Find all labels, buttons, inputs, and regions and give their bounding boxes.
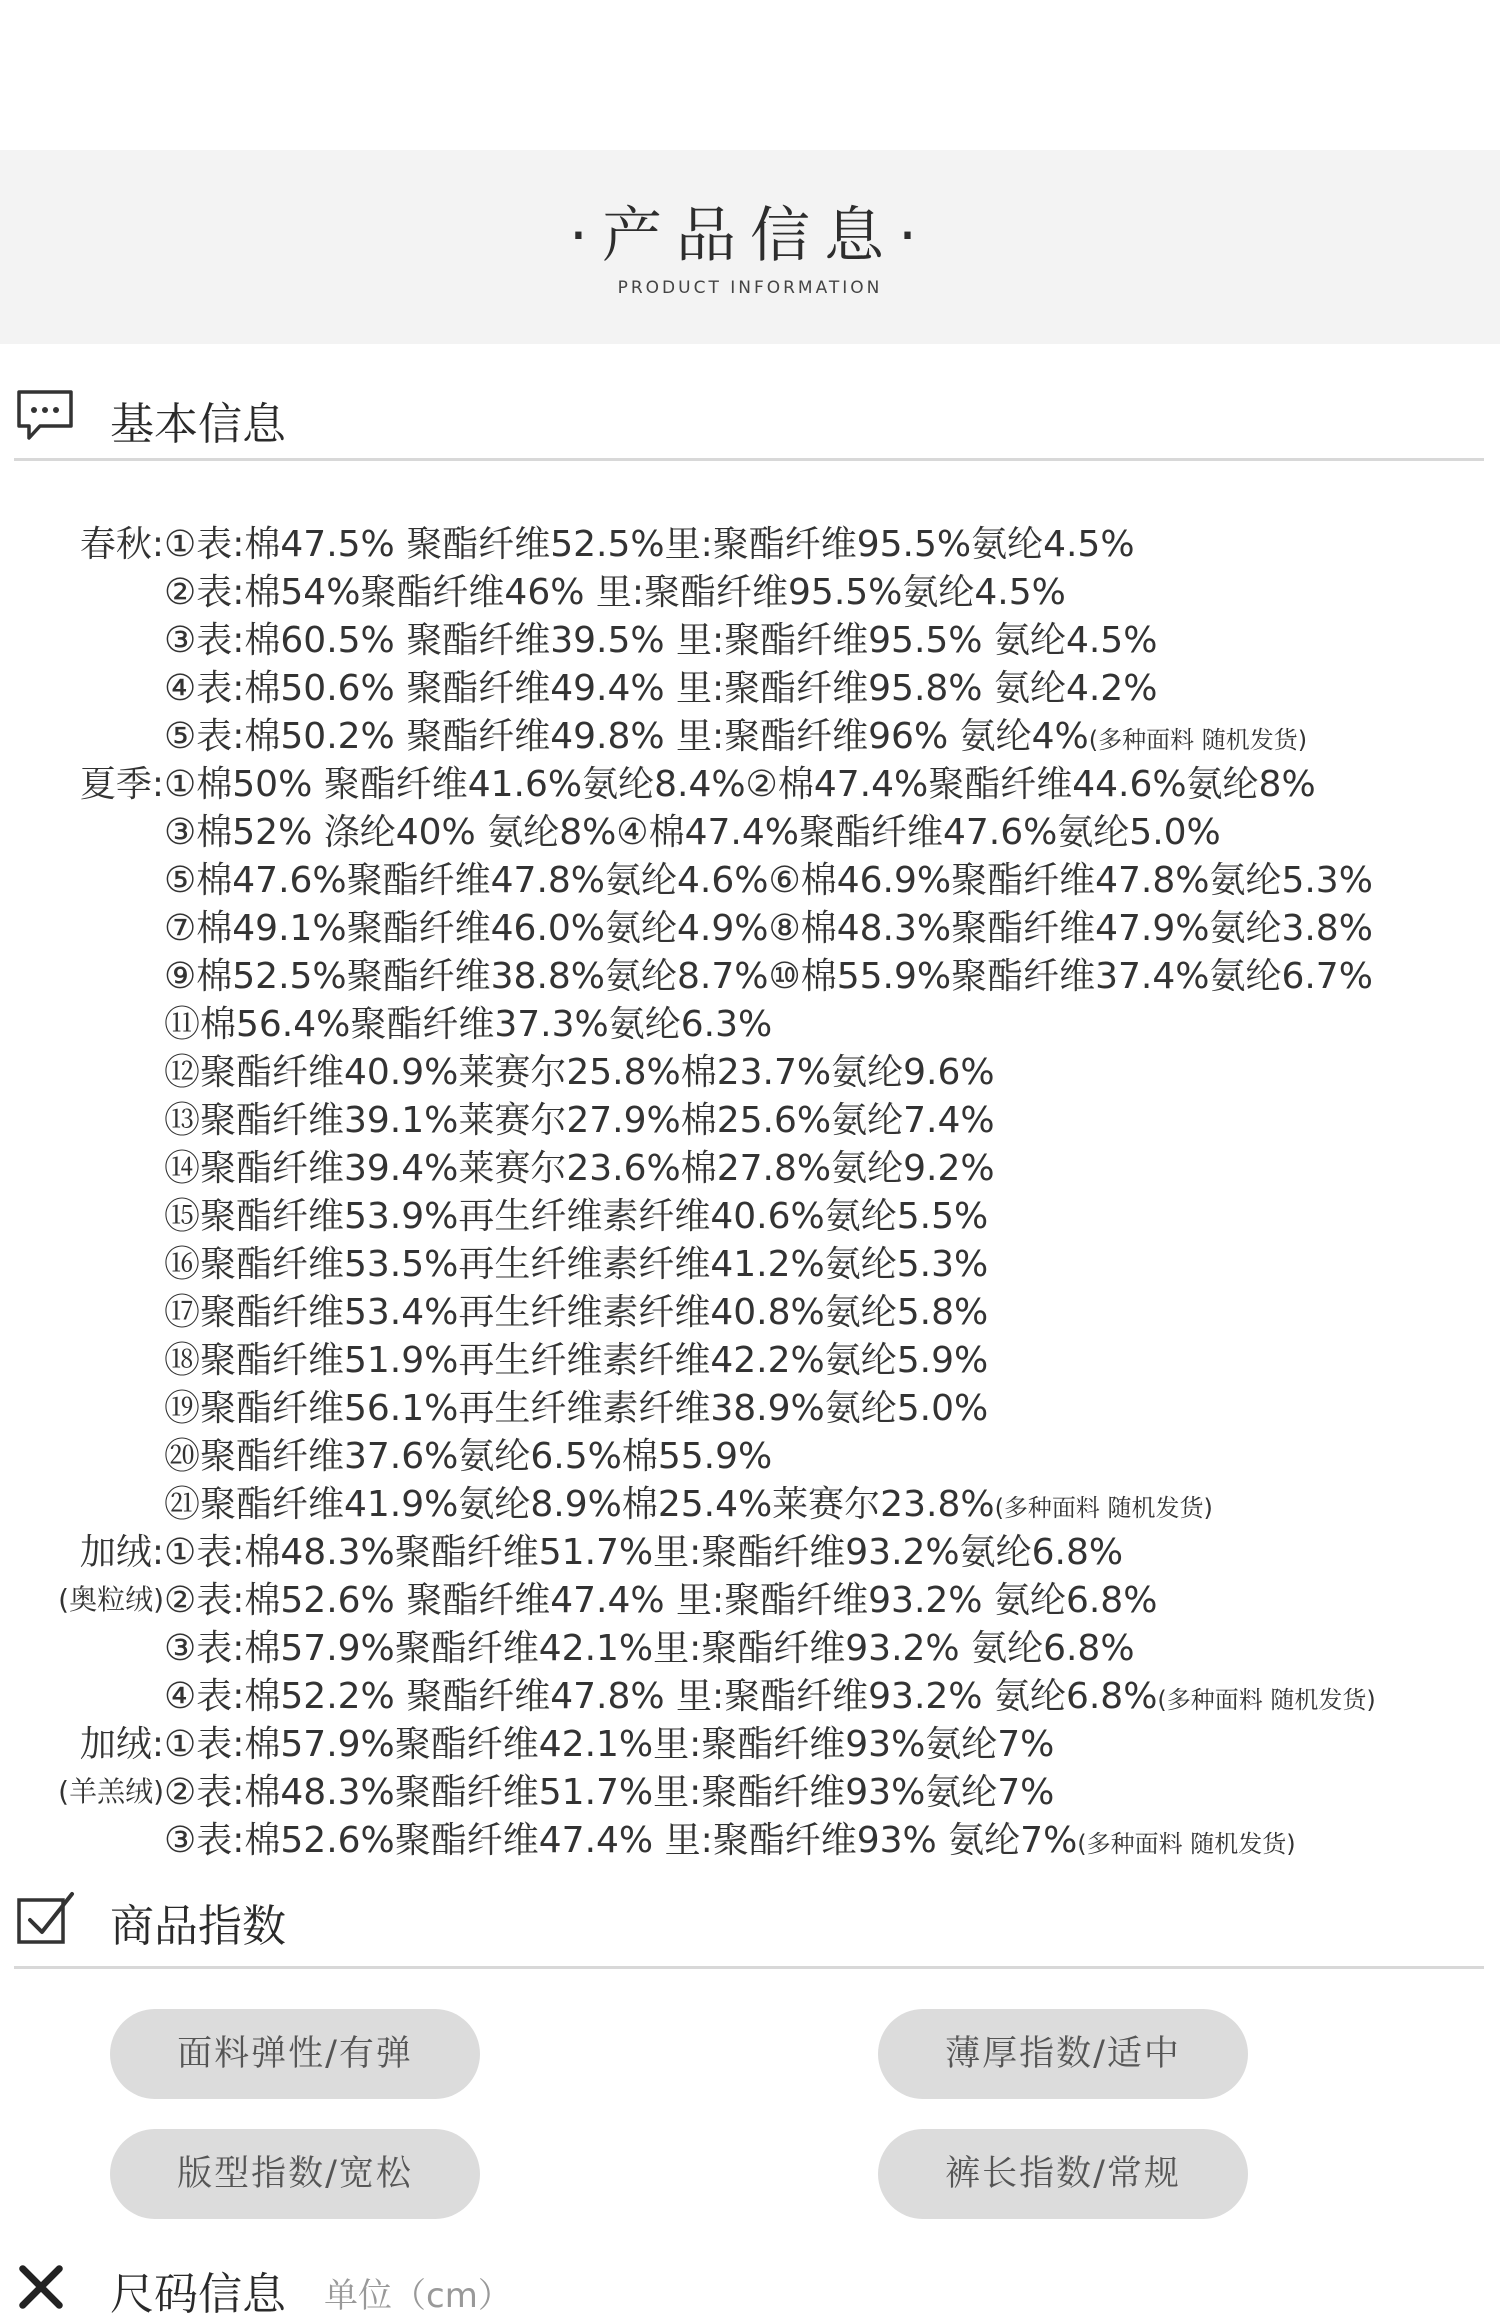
spec-composition: ③表:棉57.9%聚酯纤维42.1%里:聚酯纤维93.2% 氨纶6.8% <box>164 1628 1135 1669</box>
spec-row <box>0 1476 1500 1524</box>
spec-row-content <box>164 1572 1157 1623</box>
spec-composition: ⑤棉47.6%聚酯纤维47.8%氨纶4.6%⑥棉46.9%聚酯纤维47.8%氨纶5.3% <box>164 860 1373 901</box>
spec-composition: ③表:棉60.5% 聚酯纤维39.5% 里:聚酯纤维95.5% 氨纶4.5% <box>164 620 1158 661</box>
size-info-title: 尺码信息 <box>110 2269 286 2320</box>
spec-row-content <box>164 1188 988 1239</box>
spec-season-label: 加绒: <box>79 1724 164 1765</box>
spec-composition: ⑬聚酯纤维39.1%莱赛尔27.9%棉25.6%氨纶7.4% <box>164 1100 995 1141</box>
spec-row-content <box>164 660 1157 711</box>
spec-row-content <box>164 1428 772 1479</box>
tag-fabric-elasticity: 面料弹性/有弹 <box>110 2009 480 2099</box>
section-divider <box>14 1966 1484 1969</box>
spec-row-content <box>164 1092 995 1143</box>
spec-row <box>0 1092 1500 1140</box>
spec-row <box>0 996 1500 1044</box>
spec-composition: ①表:棉57.9%聚酯纤维42.1%里:聚酯纤维93%氨纶7% <box>164 1724 1055 1765</box>
spec-composition: ⑱聚酯纤维51.9%再生纤维素纤维42.2%氨纶5.9% <box>164 1340 989 1381</box>
spec-row <box>0 852 1500 900</box>
spec-row-content <box>164 1332 988 1383</box>
spec-composition: ⑦棉49.1%聚酯纤维46.0%氨纶4.9%⑧棉48.3%聚酯纤维47.9%氨纶3.8% <box>164 908 1373 949</box>
spec-composition: ②表:棉54%聚酯纤维46% 里:聚酯纤维95.5%氨纶4.5% <box>164 572 1066 613</box>
spec-row-content <box>164 996 772 1047</box>
spec-composition: ②表:棉48.3%聚酯纤维51.7%里:聚酯纤维93%氨纶7% <box>164 1772 1055 1813</box>
spec-row-content <box>164 612 1157 663</box>
spec-composition: ③棉52% 涤纶40% 氨纶8%④棉47.4%聚酯纤维47.6%氨纶5.0% <box>164 812 1221 853</box>
spec-row-content <box>164 1812 1296 1863</box>
chat-bubble-icon <box>14 384 76 446</box>
spec-composition: ⑪棉56.4%聚酯纤维37.3%氨纶6.3% <box>164 1004 773 1045</box>
spec-row-content <box>164 708 1307 759</box>
spec-composition: ⑲聚酯纤维56.1%再生纤维素纤维38.9%氨纶5.0% <box>164 1388 989 1429</box>
spec-row <box>0 1332 1500 1380</box>
spec-row <box>0 708 1500 756</box>
tag-thickness: 薄厚指数/适中 <box>878 2009 1248 2099</box>
page-subtitle: PRODUCT INFORMATION <box>617 278 883 298</box>
spec-row-content <box>164 1764 1054 1815</box>
spec-row-content <box>164 564 1066 615</box>
spec-row <box>0 1524 1500 1572</box>
spec-season-label: (羊羔绒) <box>58 1775 164 1808</box>
spec-row-content <box>164 1476 1213 1527</box>
spec-row <box>0 1668 1500 1716</box>
spec-composition: ⑮聚酯纤维53.9%再生纤维素纤维40.6%氨纶5.5% <box>164 1196 989 1237</box>
spec-row <box>0 612 1500 660</box>
spec-row <box>0 1188 1500 1236</box>
spec-row <box>0 1284 1500 1332</box>
spec-row-content <box>164 1044 995 1095</box>
close-x-icon <box>14 2260 68 2314</box>
spec-season-label: 春秋: <box>79 524 164 565</box>
spec-row <box>0 1140 1500 1188</box>
spec-composition: ⑳聚酯纤维37.6%氨纶6.5%棉55.9% <box>164 1436 773 1477</box>
spec-row-content <box>164 948 1373 999</box>
spec-composition: ⑫聚酯纤维40.9%莱赛尔25.8%棉23.7%氨纶9.6% <box>164 1052 995 1093</box>
spec-composition: ⑰聚酯纤维53.4%再生纤维素纤维40.8%氨纶5.8% <box>164 1292 989 1333</box>
spec-row-content <box>164 852 1373 903</box>
spec-row <box>0 900 1500 948</box>
spec-row <box>0 1044 1500 1092</box>
spec-row <box>0 1572 1500 1620</box>
spec-row <box>0 516 1500 564</box>
basic-info-heading <box>14 384 1484 454</box>
section-divider <box>14 458 1484 461</box>
spec-row-content <box>164 1716 1054 1767</box>
page-title: ·产品信息· <box>568 201 932 271</box>
spec-row <box>0 804 1500 852</box>
spec-row <box>0 756 1500 804</box>
spec-season-label: 加绒: <box>79 1532 164 1573</box>
spec-composition: ①表:棉48.3%聚酯纤维51.7%里:聚酯纤维93.2%氨纶6.8% <box>164 1532 1124 1573</box>
size-unit-label: 单位（cm） <box>324 2276 512 2316</box>
size-info-heading <box>14 2254 1484 2324</box>
spec-row-content <box>164 1620 1135 1671</box>
spec-composition: ①棉50% 聚酯纤维41.6%氨纶8.4%②棉47.4%聚酯纤维44.6%氨纶8% <box>164 764 1316 805</box>
spec-row-content <box>164 1284 988 1335</box>
spec-composition: ②表:棉52.6% 聚酯纤维47.4% 里:聚酯纤维93.2% 氨纶6.8% <box>164 1580 1158 1621</box>
spec-row <box>0 1380 1500 1428</box>
checkbox-edit-icon <box>14 1886 76 1948</box>
spec-row <box>0 660 1500 708</box>
spec-composition: ③表:棉52.6%聚酯纤维47.4% 里:聚酯纤维93% 氨纶7% <box>164 1820 1078 1861</box>
spec-row-content <box>164 516 1135 567</box>
spec-row-content <box>164 1668 1376 1719</box>
spec-row <box>0 1620 1500 1668</box>
product-index-heading <box>14 1886 1484 1956</box>
spec-row-content <box>164 1140 995 1191</box>
spec-row-content <box>164 1380 988 1431</box>
spec-row-content <box>164 804 1221 855</box>
spec-season-label: (奥粒绒) <box>58 1583 164 1616</box>
spec-note: (多种面料 随机发货) <box>1157 1686 1376 1714</box>
spec-row <box>0 1812 1500 1860</box>
spec-row <box>0 1764 1500 1812</box>
spec-row <box>0 1236 1500 1284</box>
spec-composition: ⑤表:棉50.2% 聚酯纤维49.8% 里:聚酯纤维96% 氨纶4% <box>164 716 1089 757</box>
spec-row-content <box>164 900 1373 951</box>
spec-composition: ⑭聚酯纤维39.4%莱赛尔23.6%棉27.8%氨纶9.2% <box>164 1148 995 1189</box>
spec-composition: ④表:棉50.6% 聚酯纤维49.4% 里:聚酯纤维95.8% 氨纶4.2% <box>164 668 1158 709</box>
tag-fit: 版型指数/宽松 <box>110 2129 480 2219</box>
spec-row <box>0 948 1500 996</box>
product-info-header <box>0 150 1500 344</box>
spec-row <box>0 1428 1500 1476</box>
basic-info-title: 基本信息 <box>110 399 286 450</box>
spec-season-label: 夏季: <box>79 764 164 805</box>
spec-row-content <box>164 1236 988 1287</box>
spec-composition: ⑯聚酯纤维53.5%再生纤维素纤维41.2%氨纶5.3% <box>164 1244 989 1285</box>
spec-composition: ④表:棉52.2% 聚酯纤维47.8% 里:聚酯纤维93.2% 氨纶6.8% <box>164 1676 1158 1717</box>
spec-row <box>0 1716 1500 1764</box>
spec-composition: ⑨棉52.5%聚酯纤维38.8%氨纶8.7%⑩棉55.9%聚酯纤维37.4%氨纶6.7% <box>164 956 1373 997</box>
spec-row-content <box>164 1524 1123 1575</box>
spec-composition: ㉑聚酯纤维41.9%氨纶8.9%棉25.4%莱赛尔23.8% <box>164 1484 995 1525</box>
spec-composition: ①表:棉47.5% 聚酯纤维52.5%里:聚酯纤维95.5%氨纶4.5% <box>164 524 1135 565</box>
spec-row-content <box>164 756 1316 807</box>
spec-note: (多种面料 随机发货) <box>1088 726 1308 754</box>
spec-note: (多种面料 随机发货) <box>1077 1830 1296 1858</box>
tag-pants-length: 裤长指数/常规 <box>878 2129 1248 2219</box>
product-index-title: 商品指数 <box>110 1901 286 1952</box>
spec-row <box>0 564 1500 612</box>
spec-note: (多种面料 随机发货) <box>994 1494 1213 1522</box>
